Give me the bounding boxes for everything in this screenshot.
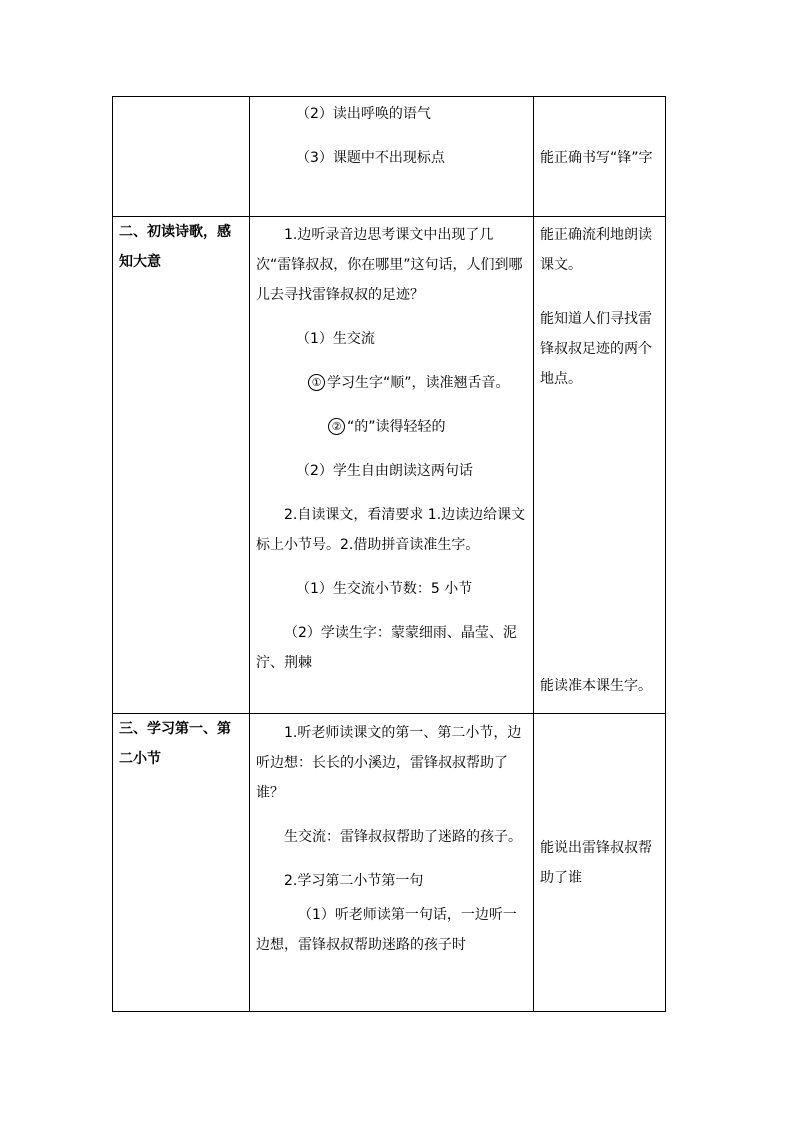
goal-cell <box>534 217 666 714</box>
content-line: （1）听老师读第一句话，一边听一边想，雷锋叔叔帮助迷路的孩子时 <box>256 907 517 953</box>
content-line: （1）生交流小节数：5 小节 <box>296 581 473 597</box>
content-line: ② “的”读得轻轻的 <box>256 412 527 442</box>
goal-cell <box>534 714 666 1012</box>
content-line: （2）学生自由朗读这两句话 <box>296 463 473 479</box>
goal-text: 能知道人们寻找雷锋叔叔足迹的两个地点。 <box>540 311 652 387</box>
content-line: （3）课题中不出现标点 <box>296 150 445 166</box>
circled-number-two: ② <box>328 418 345 435</box>
circled-number-one: ① <box>308 374 325 391</box>
content-line: （2）学读生字：蒙蒙细雨、晶莹、泥泞、荆棘 <box>256 625 517 671</box>
goal-cell <box>534 97 666 217</box>
lesson-plan-table <box>112 96 666 1012</box>
table-row <box>113 97 666 217</box>
content-line: （1）生交流 <box>296 331 375 347</box>
content-line: 2.自读课文，看清要求 1.边读边给课文标上小节号。2.借助拼音读准生字。 <box>256 507 526 553</box>
table-row <box>113 714 666 1012</box>
table-row <box>113 217 666 714</box>
content-line: ① 学习生字“顺”，读准翘舌音。 <box>256 368 527 398</box>
content-line: 1.边听录音边思考课文中出现了几次“雷锋叔叔，你在哪里”这句话，人们到哪儿去寻找雷锋叔叔的足迹？ <box>256 227 523 303</box>
content-cell <box>250 97 534 217</box>
step-cell <box>113 97 250 217</box>
step-cell: 三、学习第一、第二小节 <box>113 714 250 1012</box>
goal-text: 能正确书写“锋”字 <box>540 150 653 166</box>
goal-text: 能说出雷锋叔叔帮助了谁 <box>540 839 652 886</box>
content-line: （2）读出呼唤的语气 <box>296 106 431 122</box>
step-cell: 二、初读诗歌，感知大意 <box>113 217 250 714</box>
goal-text: 能读准本课生字。 <box>540 678 652 694</box>
content-line: 1.听老师读课文的第一、第二小节，边听边想：长长的小溪边，雷锋叔叔帮助了谁？ <box>256 725 522 801</box>
content-line: 2.学习第二小节第一句 <box>284 873 424 889</box>
goal-text: 能正确流利地朗读课文。 <box>540 227 652 273</box>
content-cell <box>250 714 534 1012</box>
content-line: 生交流：雷锋叔叔帮助了迷路的孩子。 <box>284 829 522 845</box>
content-cell <box>250 217 534 714</box>
